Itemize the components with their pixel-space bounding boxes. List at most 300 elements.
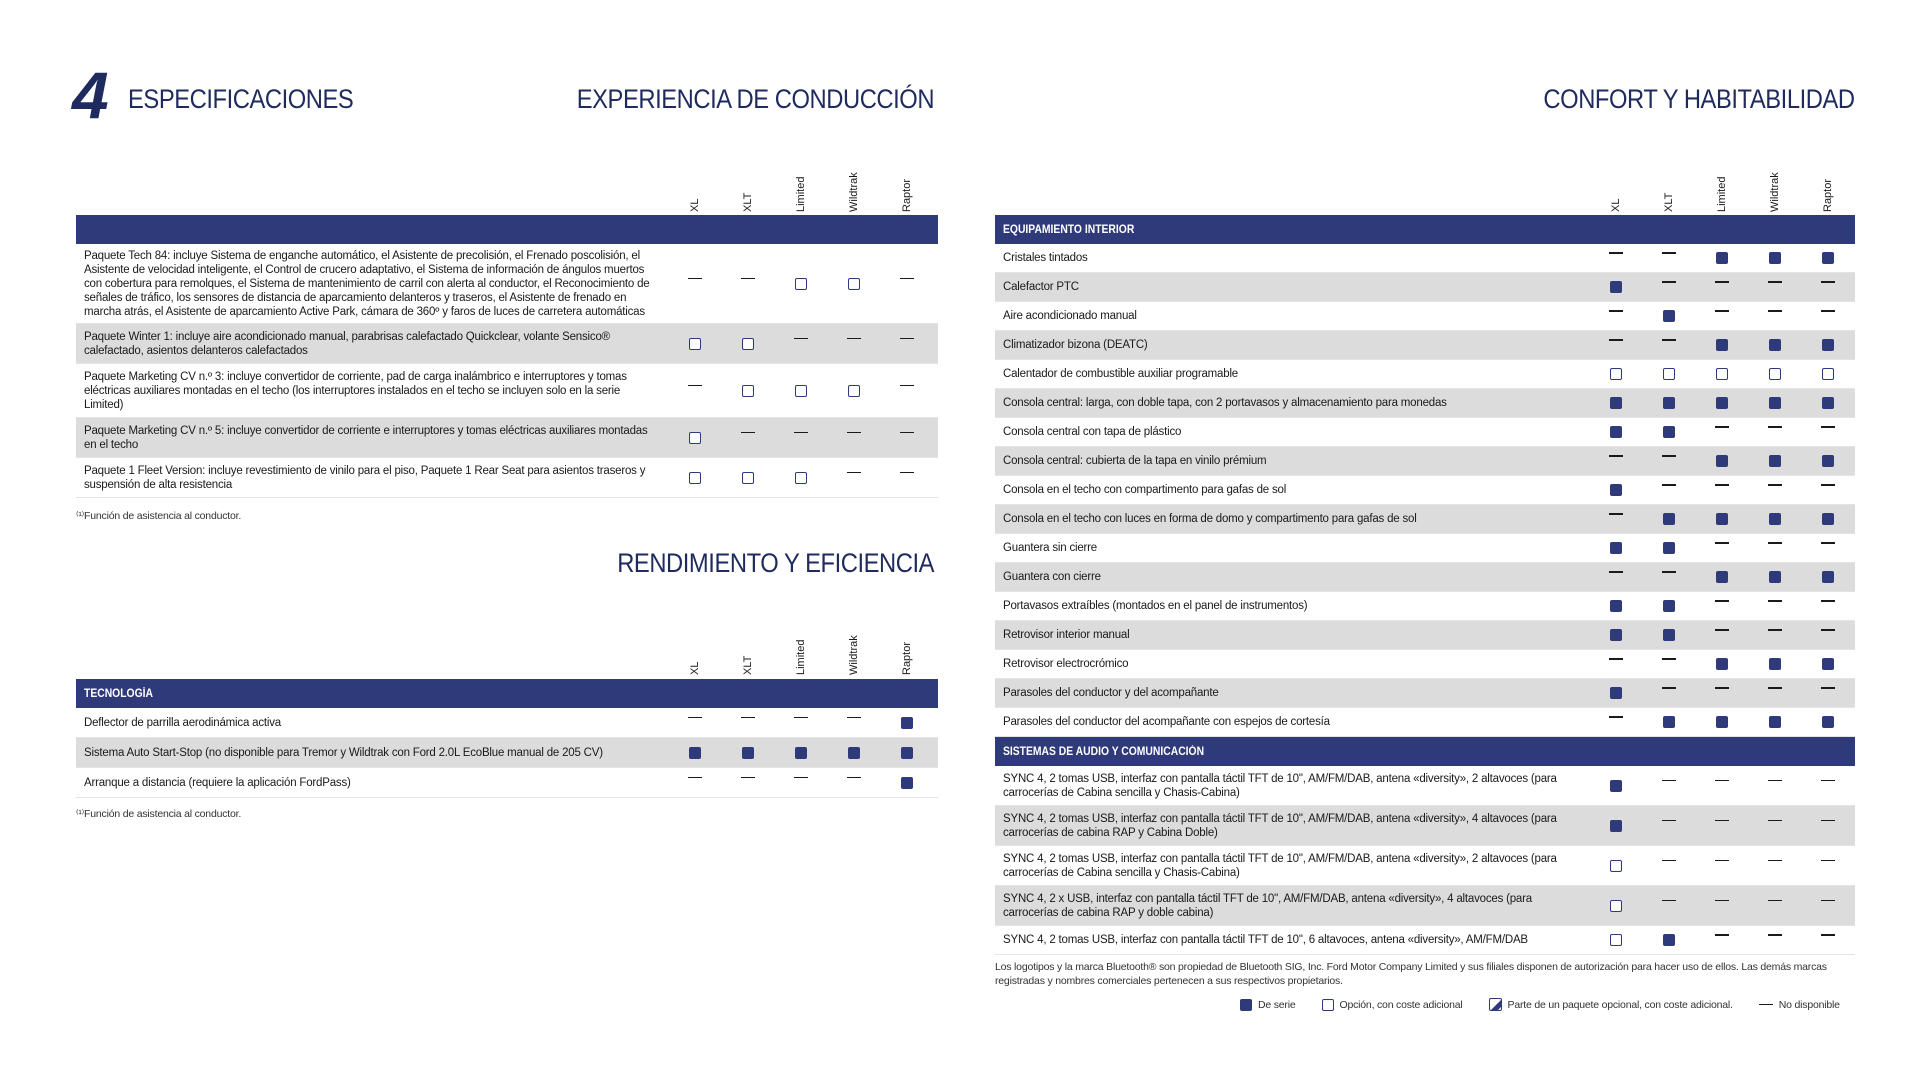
column-header-wildtrak: Wildtrak: [847, 172, 860, 212]
cell-xl: [668, 717, 721, 719]
table-row: [995, 650, 1855, 679]
standard-icon: [1663, 542, 1675, 554]
cell-raptor: [1801, 860, 1854, 862]
standard-icon: [1663, 513, 1675, 525]
cell-xl: [1589, 571, 1642, 573]
row-label: Retrovisor interior manual: [1003, 629, 1130, 641]
cell-wildtrak: [1748, 860, 1801, 862]
not-available-icon: [1821, 281, 1835, 283]
cell-limited: [1695, 368, 1748, 380]
standard-icon: [1769, 716, 1781, 728]
standard-icon: [1663, 934, 1675, 946]
not-available-icon: [1662, 687, 1676, 689]
row-label: Paquete 1 Fleet Version: incluye revestimiento de vinilo para el piso, Paquete 1 Rear Seat para asientos traseros y suspensión de alta resistencia: [84, 464, 646, 491]
table-row: [995, 926, 1855, 955]
row-label: Climatizador bizona (DEATC): [1003, 339, 1148, 351]
section-title-performance: RENDIMIENTO Y EFICIENCIA: [617, 548, 934, 578]
section-title-comfort: CONFORT Y HABITABILIDAD: [1543, 84, 1855, 114]
cell-limited: [774, 385, 827, 397]
not-available-icon: [1609, 455, 1623, 457]
standard-icon: [1822, 252, 1834, 264]
package-icon: [1489, 998, 1502, 1011]
cell-wildtrak: [827, 338, 880, 340]
not-available-icon: [1715, 820, 1729, 822]
not-available-icon: [1768, 780, 1782, 782]
table-row: [995, 418, 1855, 447]
cell-raptor: [880, 717, 933, 729]
table-row: [995, 389, 1855, 418]
not-available-icon: [1821, 484, 1835, 486]
cell-raptor: [1801, 426, 1854, 428]
cell-xl: [1589, 600, 1642, 612]
table-row: [995, 505, 1855, 534]
not-available-icon: [1715, 687, 1729, 689]
standard-icon: [1610, 397, 1622, 409]
standard-icon: [1822, 658, 1834, 670]
legal-note: Los logotipos y la marca Bluetooth® son propiedad de Bluetooth SIG, Inc. Ford Motor Company Limited y sus filiales disponen de autorización para hacer uso de ellos. Las demás marcas registradas y nombres comerciales pertenecen a sus respectivos propietarios.: [995, 961, 1827, 987]
cell-raptor: [1801, 687, 1854, 689]
table-row: [995, 302, 1855, 331]
cell-raptor: [880, 278, 933, 280]
cell-limited: [1695, 716, 1748, 728]
cell-raptor: [1801, 571, 1854, 583]
column-header-xlt: XLT: [741, 655, 754, 675]
cell-limited: [1695, 310, 1748, 312]
standard-icon: [901, 777, 913, 789]
cell-raptor: [1801, 542, 1854, 544]
option-icon: [848, 385, 860, 397]
not-available-icon: [1715, 310, 1729, 312]
cell-xl: [1589, 629, 1642, 641]
standard-icon: [1663, 629, 1675, 641]
not-available-icon: [1768, 281, 1782, 283]
cell-raptor: [1801, 252, 1854, 264]
row-label: Sistema Auto Start-Stop (no disponible para Tremor y Wildtrak con Ford 2.0L EcoBlue manual de 205 CV): [84, 746, 603, 759]
standard-icon: [1716, 339, 1728, 351]
cell-xl: [1589, 900, 1642, 912]
standard-icon: [1716, 716, 1728, 728]
cell-xl: [668, 432, 721, 444]
chapter-title: ESPECIFICACIONES: [128, 84, 354, 114]
option-icon: [1322, 999, 1334, 1011]
not-available-icon: [900, 472, 914, 474]
row-label: Guantera con cierre: [1003, 571, 1101, 583]
standard-icon: [742, 747, 754, 759]
cell-xlt: [1642, 934, 1695, 946]
not-available-icon: [794, 777, 808, 779]
cell-xlt: [1642, 281, 1695, 283]
standard-icon: [1769, 658, 1781, 670]
standard-icon: [1610, 542, 1622, 554]
not-available-icon: [1609, 339, 1623, 341]
standard-icon: [1822, 455, 1834, 467]
cell-xl: [1589, 426, 1642, 438]
cell-wildtrak: [1748, 629, 1801, 631]
table-row: [995, 592, 1855, 621]
not-available-icon: [900, 432, 914, 434]
cell-wildtrak: [1748, 900, 1801, 902]
cell-limited: [1695, 397, 1748, 409]
table-row: [995, 621, 1855, 650]
option-icon: [742, 385, 754, 397]
cell-limited: [1695, 484, 1748, 486]
cell-wildtrak: [827, 777, 880, 779]
not-available-icon: [688, 777, 702, 779]
cell-raptor: [1801, 658, 1854, 670]
not-available-icon: [1609, 716, 1623, 718]
row-label: Guantera sin cierre: [1003, 542, 1097, 554]
table-row: [995, 563, 1855, 592]
cell-xl: [1589, 820, 1642, 832]
option-icon: [1663, 368, 1675, 380]
cell-limited: [1695, 860, 1748, 862]
cell-limited: [1695, 571, 1748, 583]
table-row: [995, 886, 1855, 926]
section-title-driving: EXPERIENCIA DE CONDUCCIÓN: [576, 84, 934, 114]
standard-icon: [1769, 571, 1781, 583]
row-label: Retrovisor electrocrómico: [1003, 658, 1129, 670]
cell-xlt: [1642, 658, 1695, 660]
cell-wildtrak: [1748, 820, 1801, 822]
footnote-driving: ⁽¹⁾Función de asistencia al conductor.: [76, 510, 242, 522]
cell-limited: [774, 432, 827, 434]
option-icon: [1610, 860, 1622, 872]
cell-wildtrak: [1748, 571, 1801, 583]
column-header-limited: Limited: [1715, 176, 1728, 212]
cell-raptor: [1801, 281, 1854, 283]
table-row: [995, 273, 1855, 302]
table-row: [76, 418, 938, 458]
not-available-icon: [1821, 780, 1835, 782]
cell-xlt: [1642, 513, 1695, 525]
row-label: Parasoles del conductor del acompañante con espejos de cortesía: [1003, 716, 1330, 728]
not-available-icon: [794, 432, 808, 434]
column-header-xlt: XLT: [741, 192, 754, 212]
not-available-icon: [1609, 310, 1623, 312]
not-available-icon: [1662, 281, 1676, 283]
standard-icon: [1716, 252, 1728, 264]
not-available-icon: [1662, 900, 1676, 902]
not-available-icon: [1768, 934, 1782, 936]
not-available-icon: [794, 338, 808, 340]
cell-xlt: [721, 777, 774, 779]
cell-limited: [1695, 252, 1748, 264]
row-label: Paquete Marketing CV n.º 5: incluye convertidor de corriente e interruptores y tomas eléctricas auxiliares montadas en el techo: [84, 424, 648, 451]
not-available-icon: [1715, 484, 1729, 486]
table-row: [76, 708, 938, 738]
row-label: Paquete Winter 1: incluye aire acondicionado manual, parabrisas calefactado Quickclear, volante Sensico® calefactado, asientos delanteros calefactados: [84, 330, 610, 357]
cell-xlt: [1642, 368, 1695, 380]
cell-limited: [774, 717, 827, 719]
cell-wildtrak: [1748, 658, 1801, 670]
cell-xlt: [1642, 455, 1695, 457]
not-available-icon: [1662, 252, 1676, 254]
standard-icon: [1663, 716, 1675, 728]
not-available-icon: [1768, 484, 1782, 486]
table-row: [995, 846, 1855, 886]
standard-icon: [1240, 999, 1252, 1011]
table-bar-interior: EQUIPAMIENTO INTERIOR: [995, 215, 1855, 244]
not-available-icon: [1609, 513, 1623, 515]
row-label: Consola central con tapa de plástico: [1003, 426, 1182, 438]
cell-wildtrak: [827, 432, 880, 434]
option-icon: [1610, 934, 1622, 946]
option-icon: [1716, 368, 1728, 380]
table-bar-technology: TECNOLOGÍA: [76, 679, 938, 708]
not-available-icon: [1768, 900, 1782, 902]
row-label: Consola central: cubierta de la tapa en vinilo prémium: [1003, 455, 1267, 467]
cell-raptor: [1801, 368, 1854, 380]
standard-icon: [1716, 455, 1728, 467]
not-available-icon: [1759, 1004, 1773, 1006]
cell-raptor: [1801, 780, 1854, 782]
option-icon: [689, 338, 701, 350]
cell-limited: [1695, 600, 1748, 602]
table-row: [995, 766, 1855, 806]
not-available-icon: [1768, 820, 1782, 822]
cell-limited: [1695, 820, 1748, 822]
cell-xl: [1589, 513, 1642, 515]
not-available-icon: [688, 385, 702, 387]
cell-raptor: [1801, 455, 1854, 467]
row-label: SYNC 4, 2 x USB, interfaz con pantalla táctil TFT de 10", AM/FM/DAB, antena «diversity», 4 altavoces (para carrocerías de cabina RAP y doble cabina): [1003, 892, 1532, 919]
cell-wildtrak: [1748, 542, 1801, 544]
option-icon: [689, 432, 701, 444]
standard-icon: [1663, 426, 1675, 438]
table-row: [995, 806, 1855, 846]
option-icon: [795, 278, 807, 290]
chapter-number: 4: [72, 58, 105, 132]
cell-xlt: [1642, 900, 1695, 902]
cell-wildtrak: [827, 717, 880, 719]
column-header-raptor: Raptor: [1821, 178, 1834, 212]
row-label: Paquete Marketing CV n.º 3: incluye convertidor de corriente, pad de carga inalámbrico e interruptores y tomas eléctricas auxiliares montadas en el techo (los interruptores instalados en el techo se incluyen solo en la serie Limited): [84, 370, 627, 411]
legend-item-package: [1489, 998, 1733, 1011]
standard-icon: [1610, 484, 1622, 496]
cell-wildtrak: [1748, 426, 1801, 428]
standard-icon: [1822, 716, 1834, 728]
cell-xl: [1589, 658, 1642, 660]
standard-icon: [1663, 397, 1675, 409]
not-available-icon: [741, 777, 755, 779]
cell-limited: [774, 278, 827, 290]
cell-xl: [1589, 281, 1642, 293]
column-header-raptor: Raptor: [900, 178, 913, 212]
not-available-icon: [688, 278, 702, 280]
cell-wildtrak: [1748, 513, 1801, 525]
cell-xl: [668, 747, 721, 759]
not-available-icon: [688, 717, 702, 719]
row-label: Portavasos extraíbles (montados en el panel de instrumentos): [1003, 600, 1308, 612]
option-icon: [1610, 368, 1622, 380]
column-header-xl: XL: [688, 198, 701, 212]
column-header-xlt: XLT: [1662, 192, 1675, 212]
table-bar-audio: SISTEMAS DE AUDIO Y COMUNICACIÓN: [995, 737, 1855, 766]
row-label: Paquete Tech 84: incluye Sistema de enganche automático, el Asistente de precolisión, el Frenado poscolisión, el Asistente de velocidad inteligente, el Control de crucero adaptativo, el Sistema de información de ángulos muertos con cobertura para remolques, el Sistema de mantenimiento de carril con alerta al conductor, el Reconocimiento de señales de tráfico, los sensores de distancia de aparcamiento delanteros y traseros, el Asistente de frenado en marcha atrás, el Asistente de aparcamiento Active Park, cámara de 360º y faros de luces de carretera automáticas: [84, 249, 650, 318]
row-label: Cristales tintados: [1003, 252, 1088, 264]
legend: [1240, 998, 1866, 1011]
column-headers-comfort: [1589, 152, 1859, 212]
cell-xl: [1589, 542, 1642, 554]
not-available-icon: [1768, 600, 1782, 602]
standard-icon: [795, 747, 807, 759]
not-available-icon: [794, 717, 808, 719]
option-icon: [1610, 900, 1622, 912]
row-label: SYNC 4, 2 tomas USB, interfaz con pantalla táctil TFT de 10", AM/FM/DAB, antena «diversity», 2 altavoces (para carrocerías de Cabina sencilla y Chasis-Cabina): [1003, 852, 1557, 879]
standard-icon: [1769, 339, 1781, 351]
column-header-limited: Limited: [794, 639, 807, 675]
cell-limited: [1695, 900, 1748, 902]
cell-wildtrak: [1748, 397, 1801, 409]
option-icon: [689, 472, 701, 484]
cell-xl: [668, 777, 721, 779]
cell-limited: [1695, 455, 1748, 467]
cell-raptor: [1801, 629, 1854, 631]
cell-raptor: [1801, 820, 1854, 822]
legend-label: Parte de un paquete opcional, con coste adicional.: [1507, 998, 1733, 1011]
cell-xlt: [1642, 426, 1695, 438]
cell-xlt: [721, 278, 774, 280]
not-available-icon: [1821, 629, 1835, 631]
row-label: SYNC 4, 2 tomas USB, interfaz con pantalla táctil TFT de 10", AM/FM/DAB, antena «diversity», 2 altavoces (para carrocerías de Cabina sencilla y Chasis-Cabina): [1003, 772, 1557, 799]
legend-label: De serie: [1258, 998, 1296, 1011]
not-available-icon: [1768, 310, 1782, 312]
footnote-performance: ⁽¹⁾Función de asistencia al conductor.: [76, 808, 242, 820]
row-label: Parasoles del conductor y del acompañante: [1003, 687, 1219, 699]
cell-limited: [1695, 629, 1748, 631]
column-header-raptor: Raptor: [900, 641, 913, 675]
standard-icon: [1610, 426, 1622, 438]
standard-icon: [1663, 310, 1675, 322]
standard-icon: [1769, 455, 1781, 467]
not-available-icon: [1715, 900, 1729, 902]
table-bar-driving: [76, 215, 938, 244]
table-row: [995, 679, 1855, 708]
not-available-icon: [1768, 426, 1782, 428]
not-available-icon: [1609, 252, 1623, 254]
not-available-icon: [847, 472, 861, 474]
cell-raptor: [1801, 513, 1854, 525]
table-row: [76, 458, 938, 498]
cell-xl: [1589, 339, 1642, 341]
cell-limited: [1695, 934, 1748, 936]
cell-xlt: [1642, 571, 1695, 573]
cell-limited: [1695, 687, 1748, 689]
not-available-icon: [1715, 600, 1729, 602]
not-available-icon: [1768, 860, 1782, 862]
cell-xlt: [721, 432, 774, 434]
option-icon: [1769, 368, 1781, 380]
not-available-icon: [1715, 934, 1729, 936]
standard-icon: [1716, 513, 1728, 525]
cell-limited: [774, 338, 827, 340]
cell-xlt: [1642, 542, 1695, 554]
standard-icon: [1769, 252, 1781, 264]
not-available-icon: [1662, 658, 1676, 660]
not-available-icon: [847, 717, 861, 719]
cell-raptor: [880, 777, 933, 789]
cell-xl: [1589, 780, 1642, 792]
not-available-icon: [847, 777, 861, 779]
not-available-icon: [1715, 281, 1729, 283]
cell-xlt: [721, 747, 774, 759]
standard-icon: [1822, 397, 1834, 409]
option-icon: [848, 278, 860, 290]
standard-icon: [1822, 571, 1834, 583]
standard-icon: [848, 747, 860, 759]
not-available-icon: [741, 717, 755, 719]
cell-wildtrak: [1748, 368, 1801, 380]
cell-limited: [1695, 780, 1748, 782]
cell-raptor: [1801, 339, 1854, 351]
option-icon: [742, 338, 754, 350]
standard-icon: [1663, 600, 1675, 612]
not-available-icon: [1715, 542, 1729, 544]
cell-limited: [1695, 513, 1748, 525]
cell-wildtrak: [1748, 934, 1801, 936]
table-comfort: [995, 215, 1855, 955]
table-row: [76, 364, 938, 418]
cell-xlt: [1642, 860, 1695, 862]
not-available-icon: [847, 338, 861, 340]
standard-icon: [901, 717, 913, 729]
cell-xlt: [1642, 339, 1695, 341]
cell-wildtrak: [827, 278, 880, 290]
legend-item-none: [1759, 999, 1840, 1011]
cell-wildtrak: [1748, 281, 1801, 283]
cell-raptor: [880, 432, 933, 434]
column-headers-driving: [668, 152, 938, 212]
column-header-limited: Limited: [794, 176, 807, 212]
cell-xlt: [721, 385, 774, 397]
not-available-icon: [1662, 339, 1676, 341]
row-label: Consola en el techo con luces en forma de domo y compartimento para gafas de sol: [1003, 513, 1417, 525]
cell-wildtrak: [827, 472, 880, 474]
not-available-icon: [1715, 629, 1729, 631]
table-driving: [76, 215, 938, 498]
legend-item-standard: [1240, 999, 1296, 1011]
cell-wildtrak: [1748, 600, 1801, 602]
table-row: [76, 324, 938, 364]
not-available-icon: [1821, 426, 1835, 428]
cell-raptor: [1801, 397, 1854, 409]
cell-xl: [1589, 310, 1642, 312]
cell-raptor: [1801, 484, 1854, 486]
standard-icon: [1716, 571, 1728, 583]
table-row: [995, 331, 1855, 360]
cell-xlt: [721, 338, 774, 350]
legend-item-option: [1322, 999, 1463, 1011]
not-available-icon: [1609, 571, 1623, 573]
cell-limited: [1695, 426, 1748, 428]
not-available-icon: [1821, 600, 1835, 602]
cell-limited: [1695, 339, 1748, 351]
not-available-icon: [1609, 658, 1623, 660]
not-available-icon: [1768, 629, 1782, 631]
not-available-icon: [1768, 687, 1782, 689]
row-label: Arranque a distancia (requiere la aplicación FordPass): [84, 776, 351, 789]
standard-icon: [1822, 513, 1834, 525]
cell-xl: [668, 278, 721, 280]
not-available-icon: [1821, 310, 1835, 312]
cell-raptor: [1801, 716, 1854, 728]
standard-icon: [901, 747, 913, 759]
cell-wildtrak: [1748, 687, 1801, 689]
not-available-icon: [847, 432, 861, 434]
not-available-icon: [1715, 860, 1729, 862]
cell-xl: [1589, 716, 1642, 718]
cell-xl: [1589, 397, 1642, 409]
